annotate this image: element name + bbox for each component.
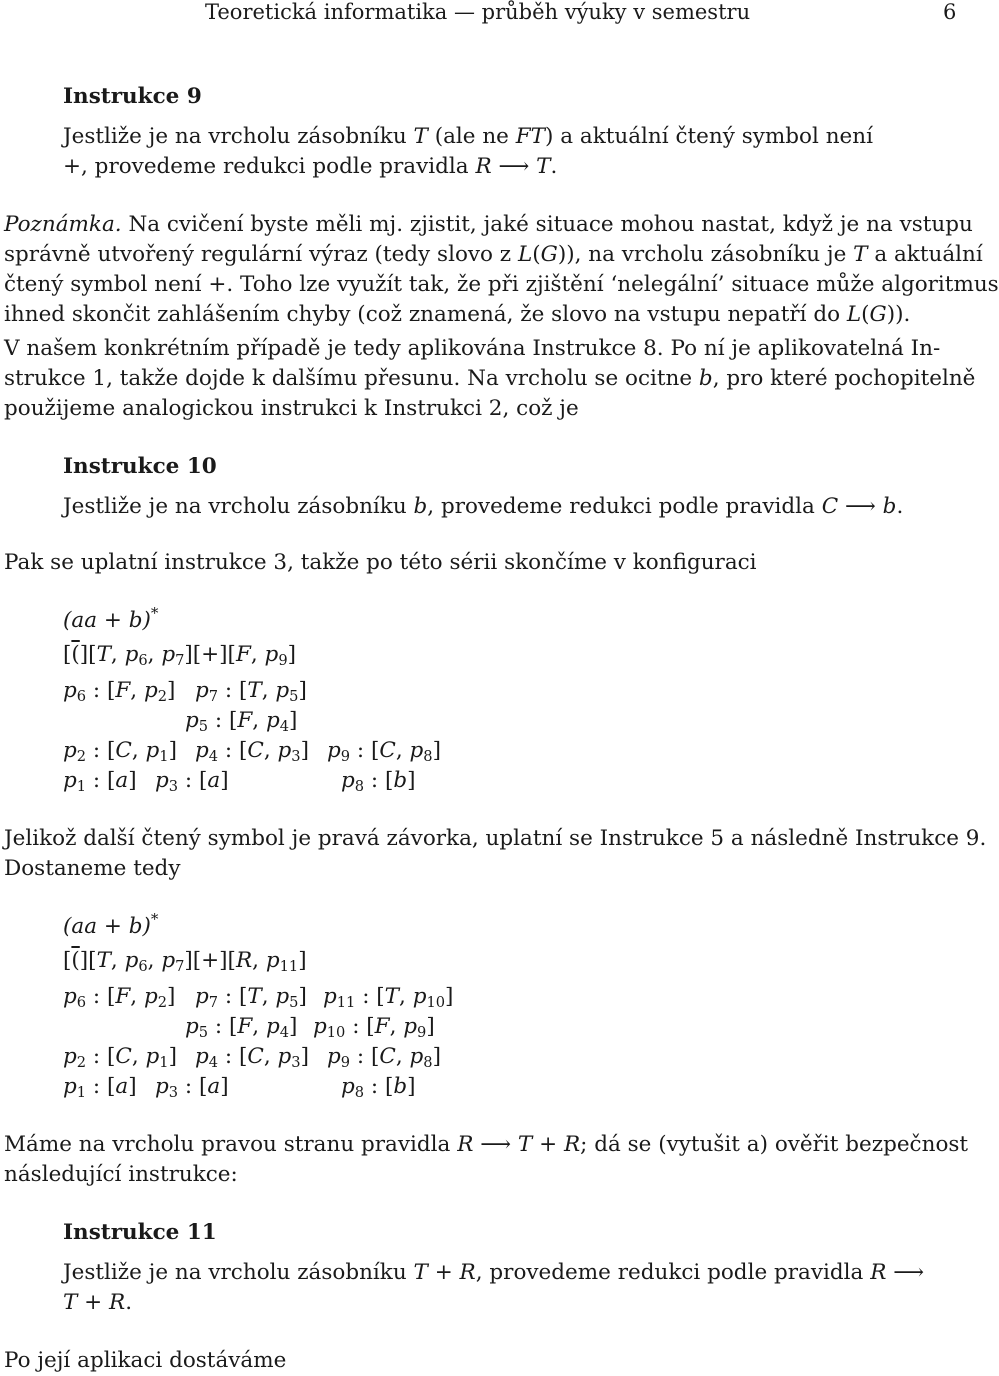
config-2-node: $p_4$ : [C, $p_3$] xyxy=(195,1044,309,1072)
config-2-expression: (aa + b)* xyxy=(63,909,159,939)
config-2-node: $p_5$ : [F, $p_4$] xyxy=(185,1014,298,1042)
config-2-node: $p_6$ : [F, $p_2$] xyxy=(63,984,176,1012)
config-1-node: $p_9$ : [C, $p_8$] xyxy=(327,738,441,766)
config-2-node: $p_2$ : [C, $p_1$] xyxy=(63,1044,177,1072)
config-1-node: $p_4$ : [C, $p_3$] xyxy=(195,738,309,766)
note-line-2: správně utvořený regulární výraz (tedy slovo z L(G)), na vrcholu zásobníku je T a aktuální xyxy=(4,242,983,267)
page-number: 6 xyxy=(943,0,957,24)
config-1-node: $p_8$ : [b] xyxy=(341,768,416,796)
note-line-6: strukce 1, takže dojde k dalšímu přesunu. Na vrcholu se ocitne b, pro které pochopitelně xyxy=(4,366,976,391)
instruction-9-heading: Instrukce 9 xyxy=(63,84,202,109)
note-line-1: Poznámka. Na cvičení byste měli mj. zjistit, jaké situace mohou nastat, když je na vstupu xyxy=(4,212,973,237)
instruction-10-heading: Instrukce 10 xyxy=(63,454,217,479)
config-1-expression: (aa + b)* xyxy=(63,603,159,633)
config-1-node: $p_6$ : [F, $p_2$] xyxy=(63,678,176,706)
note-line-3: čtený symbol není +. Toho lze využít tak, že při zjištění ‘nelegální’ situace může algoritmus xyxy=(4,272,999,297)
paragraph-after-config-1-line-1: Jelikož další čtený symbol je pravá závorka, uplatní se Instrukce 5 a následně Instrukce 9. xyxy=(4,826,987,851)
note-line-7: použijeme analogickou instrukci k Instrukci 2, což je xyxy=(4,396,579,421)
instruction-11-heading: Instrukce 11 xyxy=(63,1220,217,1245)
config-2-node: $p_9$ : [C, $p_8$] xyxy=(327,1044,441,1072)
note-line-4: ihned skončit zahlášením chyby (což znamená, že slovo na vstupu nepatří do L(G)). xyxy=(4,302,911,327)
config-2-node: $p_8$ : [b] xyxy=(341,1074,416,1102)
config-1-node: $p_3$ : [a] xyxy=(155,768,229,796)
config-2-node: $p_1$ : [a] xyxy=(63,1074,137,1102)
paragraph-after-instruction-10: Pak se uplatní instrukce 3, takže po této sérii skončíme v konfiguraci xyxy=(4,550,757,575)
instruction-11-line-2: T + R. xyxy=(63,1290,133,1315)
instruction-11-line-1: Jestliže je na vrcholu zásobníku T + R, provedeme redukci podle pravidla R ⟶ xyxy=(63,1260,925,1285)
config-1-stack: [(][T, $p_6$, $p_7][+][F$, $p_9$] xyxy=(63,642,296,670)
instruction-10-text: Jestliže je na vrcholu zásobníku b, provedeme redukci podle pravidla C ⟶ b. xyxy=(63,494,904,519)
instruction-9-line-2: +, provedeme redukci podle pravidla R ⟶ T. xyxy=(63,154,558,179)
paragraph-after-config-1-line-2: Dostaneme tedy xyxy=(4,856,181,881)
config-2-node: $p_7$ : [T, $p_5$] xyxy=(195,984,307,1012)
config-2-stack: [(][T, $p_6$, $p_7][+][R$, $p_{11}$] xyxy=(63,948,307,976)
config-1-node: $p_2$ : [C, $p_1$] xyxy=(63,738,177,766)
config-2-node: $p_{11}$ : [T, $p_{10}$] xyxy=(323,984,454,1012)
paragraph-after-config-2-line-2: následující instrukce: xyxy=(4,1162,238,1187)
final-paragraph: Po její aplikaci dostáváme xyxy=(4,1348,287,1373)
config-2-node: $p_3$ : [a] xyxy=(155,1074,229,1102)
note-line-5: V našem konkrétním případě je tedy aplikována Instrukce 8. Po ní je aplikovatelná In- xyxy=(4,336,941,361)
note-label: Poznámka. xyxy=(4,212,122,237)
config-1-node: $p_5$ : [F, $p_4$] xyxy=(185,708,298,736)
config-2-node: $p_{10}$ : [F, $p_9$] xyxy=(313,1014,435,1042)
paragraph-after-config-2-line-1: Máme na vrcholu pravou stranu pravidla R ⟶ T + R; dá se (vytušit a) ověřit bezpečnost xyxy=(4,1132,969,1157)
config-1-node: $p_1$ : [a] xyxy=(63,768,137,796)
config-1-node: $p_7$ : [T, $p_5$] xyxy=(195,678,307,706)
instruction-9-line-1: Jestliže je na vrcholu zásobníku T (ale ne FT) a aktuální čtený symbol není xyxy=(63,124,873,149)
running-header-title: Teoretická informatika — průběh výuky v semestru xyxy=(205,0,751,24)
